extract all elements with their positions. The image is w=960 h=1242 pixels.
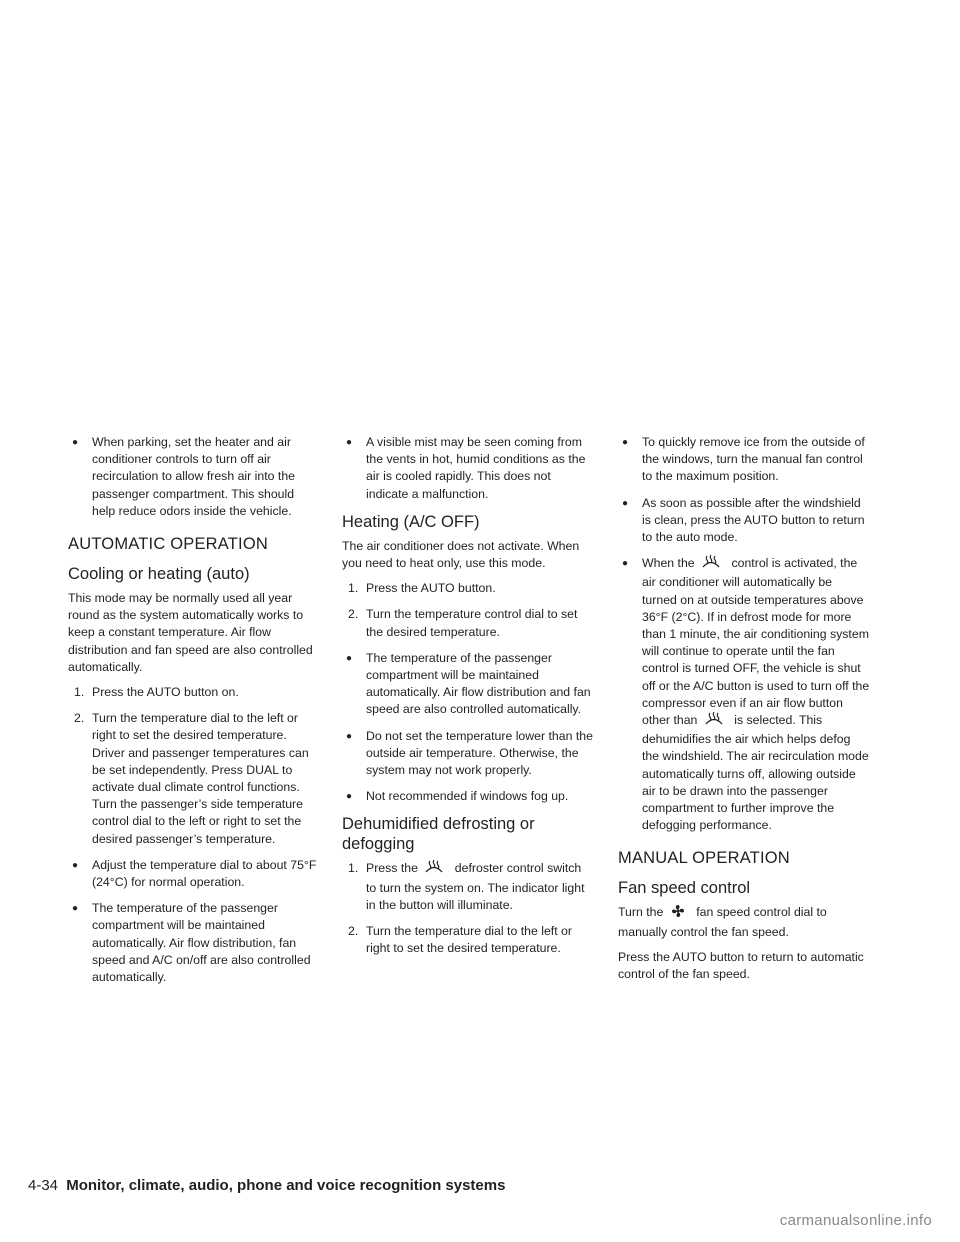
- defog-step-1: 1. Press the defroster control switch to turn the system on. The indicator light in the button will illuminate.: [348, 861, 585, 912]
- bullet-visible-mist: ● A visible mist may be seen coming from the vents in hot, humid conditions as the air is cooled rapidly. This does not indicate a malfunction.: [342, 434, 594, 503]
- front-defroster-icon: [425, 860, 443, 879]
- paragraph-cooling: This mode may be normally used all year round as the system automatically works to keep a constant temperature. Air flow distribution and fan speed are also controlled automatically.: [68, 591, 313, 674]
- paragraph-heating: The air conditioner does not activate. When you need to heat only, use this mode.: [342, 538, 580, 571]
- bullet-temp-maintained: ● The temperature of the passenger compartment will be maintained automatically. Air flow distribution, fan speed and A/C on/off are also controlled automatically.: [68, 900, 320, 986]
- heading-heating-ac-off: Heating (A/C OFF): [342, 512, 480, 531]
- bullet-remove-ice: ● To quickly remove ice from the outside of the windows, turn the manual fan control to the maximum position.: [618, 434, 870, 486]
- heading-defog: Dehumidified defrosting or defogging: [342, 815, 535, 854]
- front-defroster-icon: [702, 555, 720, 574]
- front-defroster-icon: [705, 712, 723, 731]
- watermark: carmanualsonline.info: [779, 1212, 932, 1229]
- paragraph-fan-speed: Turn the fan speed control dial to manually control the fan speed.: [618, 905, 827, 939]
- heading-automatic-operation: AUTOMATIC OPERATION: [68, 535, 268, 554]
- step-1: 1. Press the AUTO button on.: [74, 685, 239, 700]
- heading-cooling-heating: Cooling or heating (auto): [68, 565, 250, 584]
- bullet-heat-temp: ● The temperature of the passenger compartment will be maintained automatically. Air flow distribution and fan speed are also controlled automatically.: [342, 650, 594, 719]
- column-1: [68, 434, 320, 995]
- heat-step-1: 1. Press the AUTO button.: [348, 581, 496, 596]
- paragraph-auto-return: Press the AUTO button to return to automatic control of the fan speed.: [618, 949, 864, 982]
- column-3: [618, 434, 870, 991]
- fan-icon: [671, 904, 685, 923]
- bullet-do-not-lower: ● Do not set the temperature lower than the outside air temperature. Otherwise, the system may not work properly.: [342, 728, 594, 780]
- heading-fan-speed-control: Fan speed control: [618, 879, 751, 898]
- defog-step-2: 2. Turn the temperature dial to the left or right to set the desired temperature.: [348, 924, 572, 956]
- page-footer: [28, 1177, 505, 1195]
- heading-manual-operation: MANUAL OPERATION: [618, 849, 790, 868]
- bullet-adjust-temp: ● Adjust the temperature dial to about 75°F (24°C) for normal operation.: [68, 857, 320, 891]
- bullet-parking: ● When parking, set the heater and air conditioner controls to turn off air recirculation to allow fresh air into the passenger compartment. This should help reduce odors inside the vehicle.: [68, 434, 320, 520]
- bullet-fog: ● Not recommended if windows fog up.: [342, 788, 594, 805]
- bullet-windshield-clean: ● As soon as possible after the windshield is clean, press the AUTO button to return to the auto mode.: [618, 495, 870, 547]
- section-title: Monitor, climate, audio, phone and voice recognition systems: [66, 1177, 506, 1194]
- step-2: 2. Turn the temperature dial to the left or right to set the desired temperature. Driver and passenger temperatures can be set independently. Press DUAL to activate dual climate control functions. Turn the passenger’s side temperature control dial to the left or right to set the desired passenger’s temperature.: [74, 711, 309, 846]
- heat-step-2: 2. Turn the temperature control dial to set the desired temperature.: [348, 607, 578, 639]
- column-2: [342, 434, 594, 966]
- bullet-defrost-control: ● When the control is activated, the air conditioner will automatically be turned on at outside temperatures above 36°F (2°C). If in defrost mode for more than 1 minute, the air conditioning system will continue to operate until the fan control is turned OFF, the vehicle is shut off or the A/C button is used to turn off the compressor even if an air flow button other than is selected. This dehumidifies the air which helps defog the windshield. The air recirculation mode automatically turns off, allowing outside air to be drawn into the passenger compartment to further improve the defogging performance.: [618, 555, 870, 834]
- page-number: 4-34: [28, 1177, 59, 1194]
